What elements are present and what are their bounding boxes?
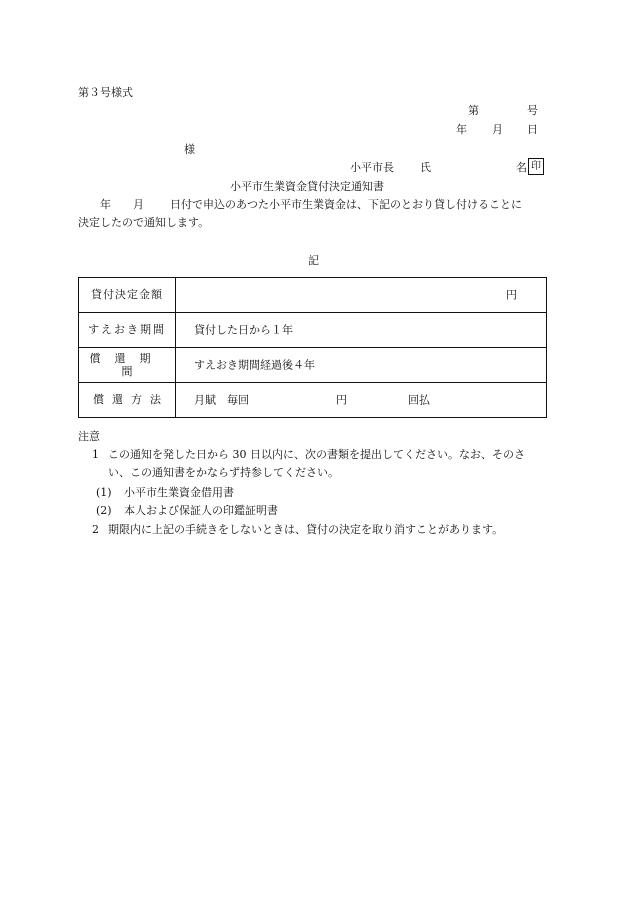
table-value xyxy=(176,278,547,313)
body-line-2: 決定したので通知します。 xyxy=(78,216,210,229)
note-item-1 xyxy=(92,448,525,461)
form-number: 第３号様式 xyxy=(78,86,133,99)
table-row xyxy=(79,383,547,418)
loan-details-table xyxy=(78,277,547,418)
body-month-label: 月 xyxy=(133,198,144,211)
grace-period-value: 貸付した日から１年 xyxy=(194,323,293,337)
table-row xyxy=(79,278,547,313)
document-number-suffix: 号 xyxy=(527,104,538,117)
issuer-title: 小平市長 xyxy=(350,161,394,174)
note-subitem-text: 小平市生業資金借用書 xyxy=(124,486,234,499)
table-value xyxy=(176,313,547,348)
note-subitem-number: (2) xyxy=(96,504,112,517)
body-text-rest: 日付で申込のあつた小平市生業資金は、下記のとおり貸し付けることに xyxy=(170,198,522,211)
ki-heading: 記 xyxy=(308,254,319,267)
repayment-amount-unit: 円 xyxy=(336,393,347,407)
note-text: 期限内に上記の手続きをしないときは、貸付の決定を取り消すことがあります。 xyxy=(108,523,504,536)
seal-box: 印 xyxy=(528,158,544,175)
note-text: この通知を発した日から 30 日以内に、次の書類を提出してください。なお、そのさ xyxy=(108,448,525,461)
issuer-name-second-char: 名 xyxy=(516,161,527,174)
table-value xyxy=(176,383,547,418)
note-number: 1 xyxy=(92,448,99,461)
table-label: すえおき期間 xyxy=(79,313,176,348)
body-year-label: 年 xyxy=(100,198,111,211)
amount-unit: 円 xyxy=(506,288,517,302)
table-value xyxy=(176,348,547,383)
table-row xyxy=(79,313,547,348)
repayment-count-unit: 回払 xyxy=(408,393,430,407)
repayment-period-value: すえおき期間経過後４年 xyxy=(194,358,315,372)
document-title: 小平市生業資金貸付決定通知書 xyxy=(230,180,384,193)
date-year-label: 年 xyxy=(456,123,467,136)
note-subitem-number: (1) xyxy=(96,486,112,499)
table-label: 償還期間 xyxy=(79,348,176,383)
body-line-1 xyxy=(100,198,522,211)
note-subitem-2 xyxy=(96,504,278,517)
addressee-honorific: 様 xyxy=(184,143,195,156)
note-number: 2 xyxy=(92,523,99,536)
date-day-label: 日 xyxy=(527,123,538,136)
table-row xyxy=(79,348,547,383)
table-label: 貸付決定金額 xyxy=(79,278,176,313)
notes-title: 注意 xyxy=(78,430,100,443)
repayment-method-value: 月賦 毎回 xyxy=(194,393,249,407)
note-subitem-text: 本人および保証人の印鑑証明書 xyxy=(124,504,278,517)
date-month-label: 月 xyxy=(492,123,503,136)
note-subitem-1 xyxy=(96,486,234,499)
table-label: 償還方法 xyxy=(79,383,176,418)
document-number-prefix: 第 xyxy=(468,104,479,117)
note-item-2 xyxy=(92,523,503,536)
note-item-1-continued: い、この通知書をかならず持参してください。 xyxy=(108,466,339,479)
issuer-name-first-char: 氏 xyxy=(420,161,431,174)
